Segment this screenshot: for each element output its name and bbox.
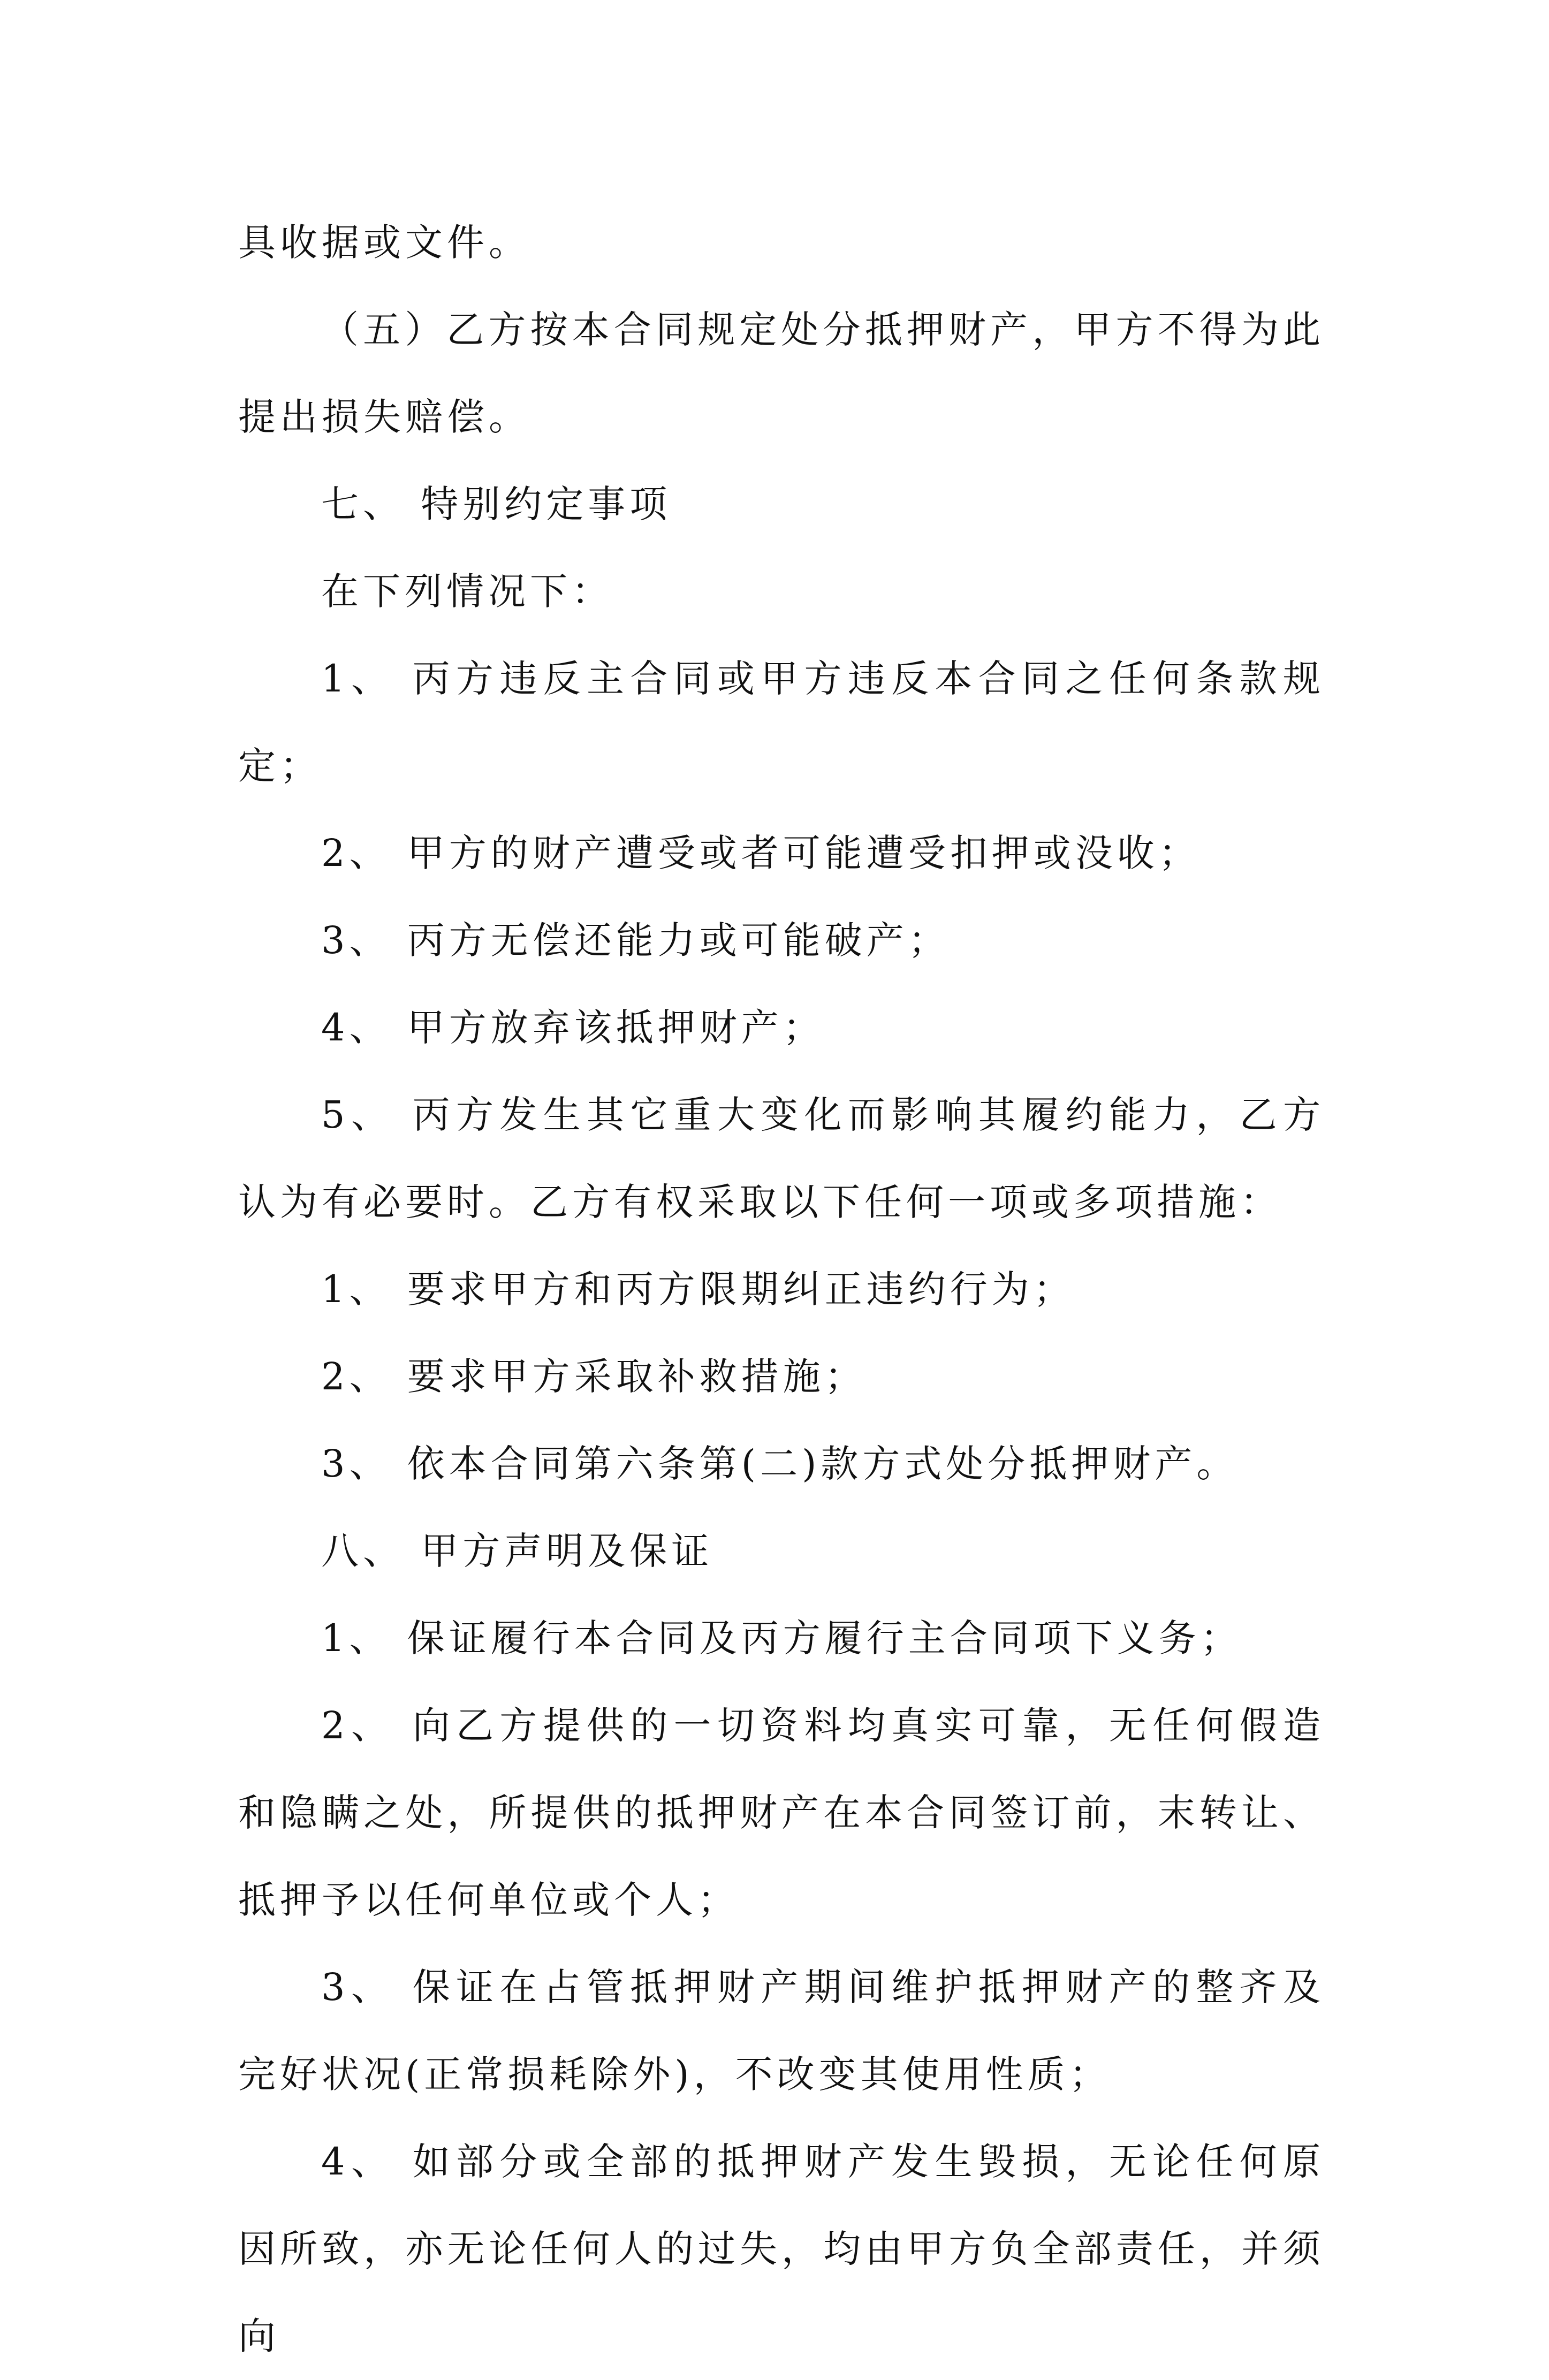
section-heading-8: 八、 甲方声明及保证 bbox=[321, 1529, 713, 1573]
paragraph-clause-5: （五）乙方按本合同规定处分抵押财产，甲方不得为此提出损失赔偿。 bbox=[238, 308, 1325, 439]
section-heading-7: 七、 特别约定事项 bbox=[321, 482, 672, 526]
list-item-condition-4: 4、 甲方放弃该抵押财产； bbox=[321, 1006, 825, 1050]
list-item-measure-3: 3、 依本合同第六条第(二)款方式处分抵押财产。 bbox=[321, 1442, 1239, 1486]
paragraph-receipt: 具收据或文件。 bbox=[238, 220, 530, 264]
list-item-warranty-2: 2、 向乙方提供的一切资料均真实可靠，无任何假造和隐瞒之处，所提供的抵押财产在本合同签订前，末转让、抵押予以任何单位或个人； bbox=[238, 1704, 1325, 1922]
paragraph-conditions-intro: 在下列情况下： bbox=[321, 569, 613, 613]
list-item-warranty-4: 4、 如部分或全部的抵押财产发生毁损，无论任何原因所致，亦无论任何人的过失，均由甲方负全部责任，并须向 bbox=[238, 2140, 1325, 2358]
list-item-measure-1: 1、 要求甲方和丙方限期纠正违约行为； bbox=[321, 1267, 1075, 1311]
list-item-condition-5: 5、 丙方发生其它重大变化而影响其履约能力，乙方认为有必要时。乙方有权采取以下任何一项或多项措施： bbox=[238, 1093, 1325, 1224]
list-item-condition-2: 2、 甲方的财产遭受或者可能遭受扣押或没收； bbox=[321, 831, 1201, 875]
list-item-warranty-3: 3、 保证在占管抵押财产期间维护抵押财产的整齐及完好状况(正常损耗除外)，不改变其使用性质； bbox=[238, 1965, 1325, 2096]
list-item-warranty-1: 1、 保证履行本合同及丙方履行主合同项下义务； bbox=[321, 1616, 1242, 1660]
list-item-condition-3: 3、 丙方无偿还能力或可能破产； bbox=[321, 918, 950, 962]
list-item-measure-2: 2、 要求甲方采取补救措施； bbox=[321, 1355, 867, 1398]
document-body bbox=[238, 199, 1325, 2380]
list-item-condition-1: 1、 丙方违反主合同或甲方违反本合同之任何条款规定； bbox=[238, 657, 1325, 788]
